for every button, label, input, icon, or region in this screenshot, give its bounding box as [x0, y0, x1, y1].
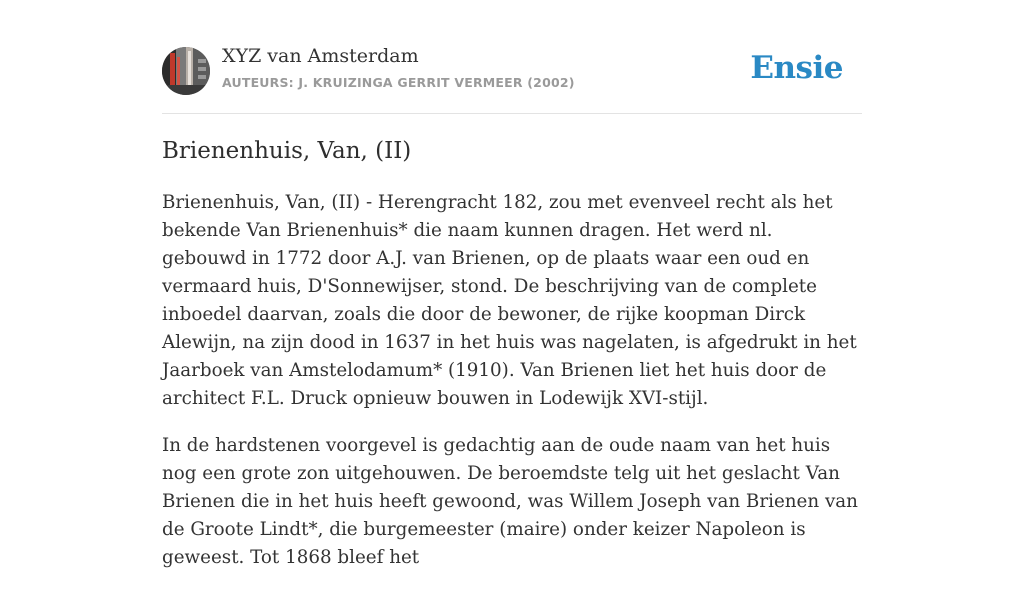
entry-paragraph: In de hardstenen voorgevel is gedachtig aan de oude naam van het huis nog een grote zon uitgehouwen. De beroemdste telg uit het geslacht Van Brienen die in het huis heeft gewoond, was Willem Joseph van Brienen van de Groote Lindt*, die burgemeester (maire) onder keizer Napoleon is geweest. Tot 1868 bleef het: [162, 435, 858, 568]
book-title[interactable]: XYZ van Amsterdam: [222, 45, 419, 67]
entry-title: Brienenhuis, Van, (II): [162, 138, 412, 164]
book-cover-avatar[interactable]: [162, 47, 210, 95]
book-cover-image: [162, 47, 210, 95]
page: [162, 0, 862, 568]
book-authors: AUTEURS: J. KRUIZINGA GERRIT VERMEER (2002): [222, 75, 575, 90]
entry-content: [162, 189, 862, 591]
entry-paragraph: Brienenhuis, Van, (II) - Herengracht 182, zou met evenveel recht als het bekende Van Brienenhuis* die naam kunnen dragen. Het werd nl. gebouwd in 1772 door A.J. van Brienen, op de plaats waar een oud en vermaard huis, D'Sonnewijser, stond. De beschrijving van de complete inboedel daarvan, zoals die door de bewoner, de rijke koopman Dirck Alewijn, na zijn dood in 1637 in het huis was nagelaten, is afgedrukt in het Jaarboek van Amstelodamum* (1910). Van Brienen liet het huis door de architect F.L. Druck opnieuw bouwen in Lodewijk XVI-stijl.: [162, 192, 857, 409]
book-header: [162, 0, 862, 114]
ensie-logo-link[interactable]: Ensie: [750, 50, 843, 86]
